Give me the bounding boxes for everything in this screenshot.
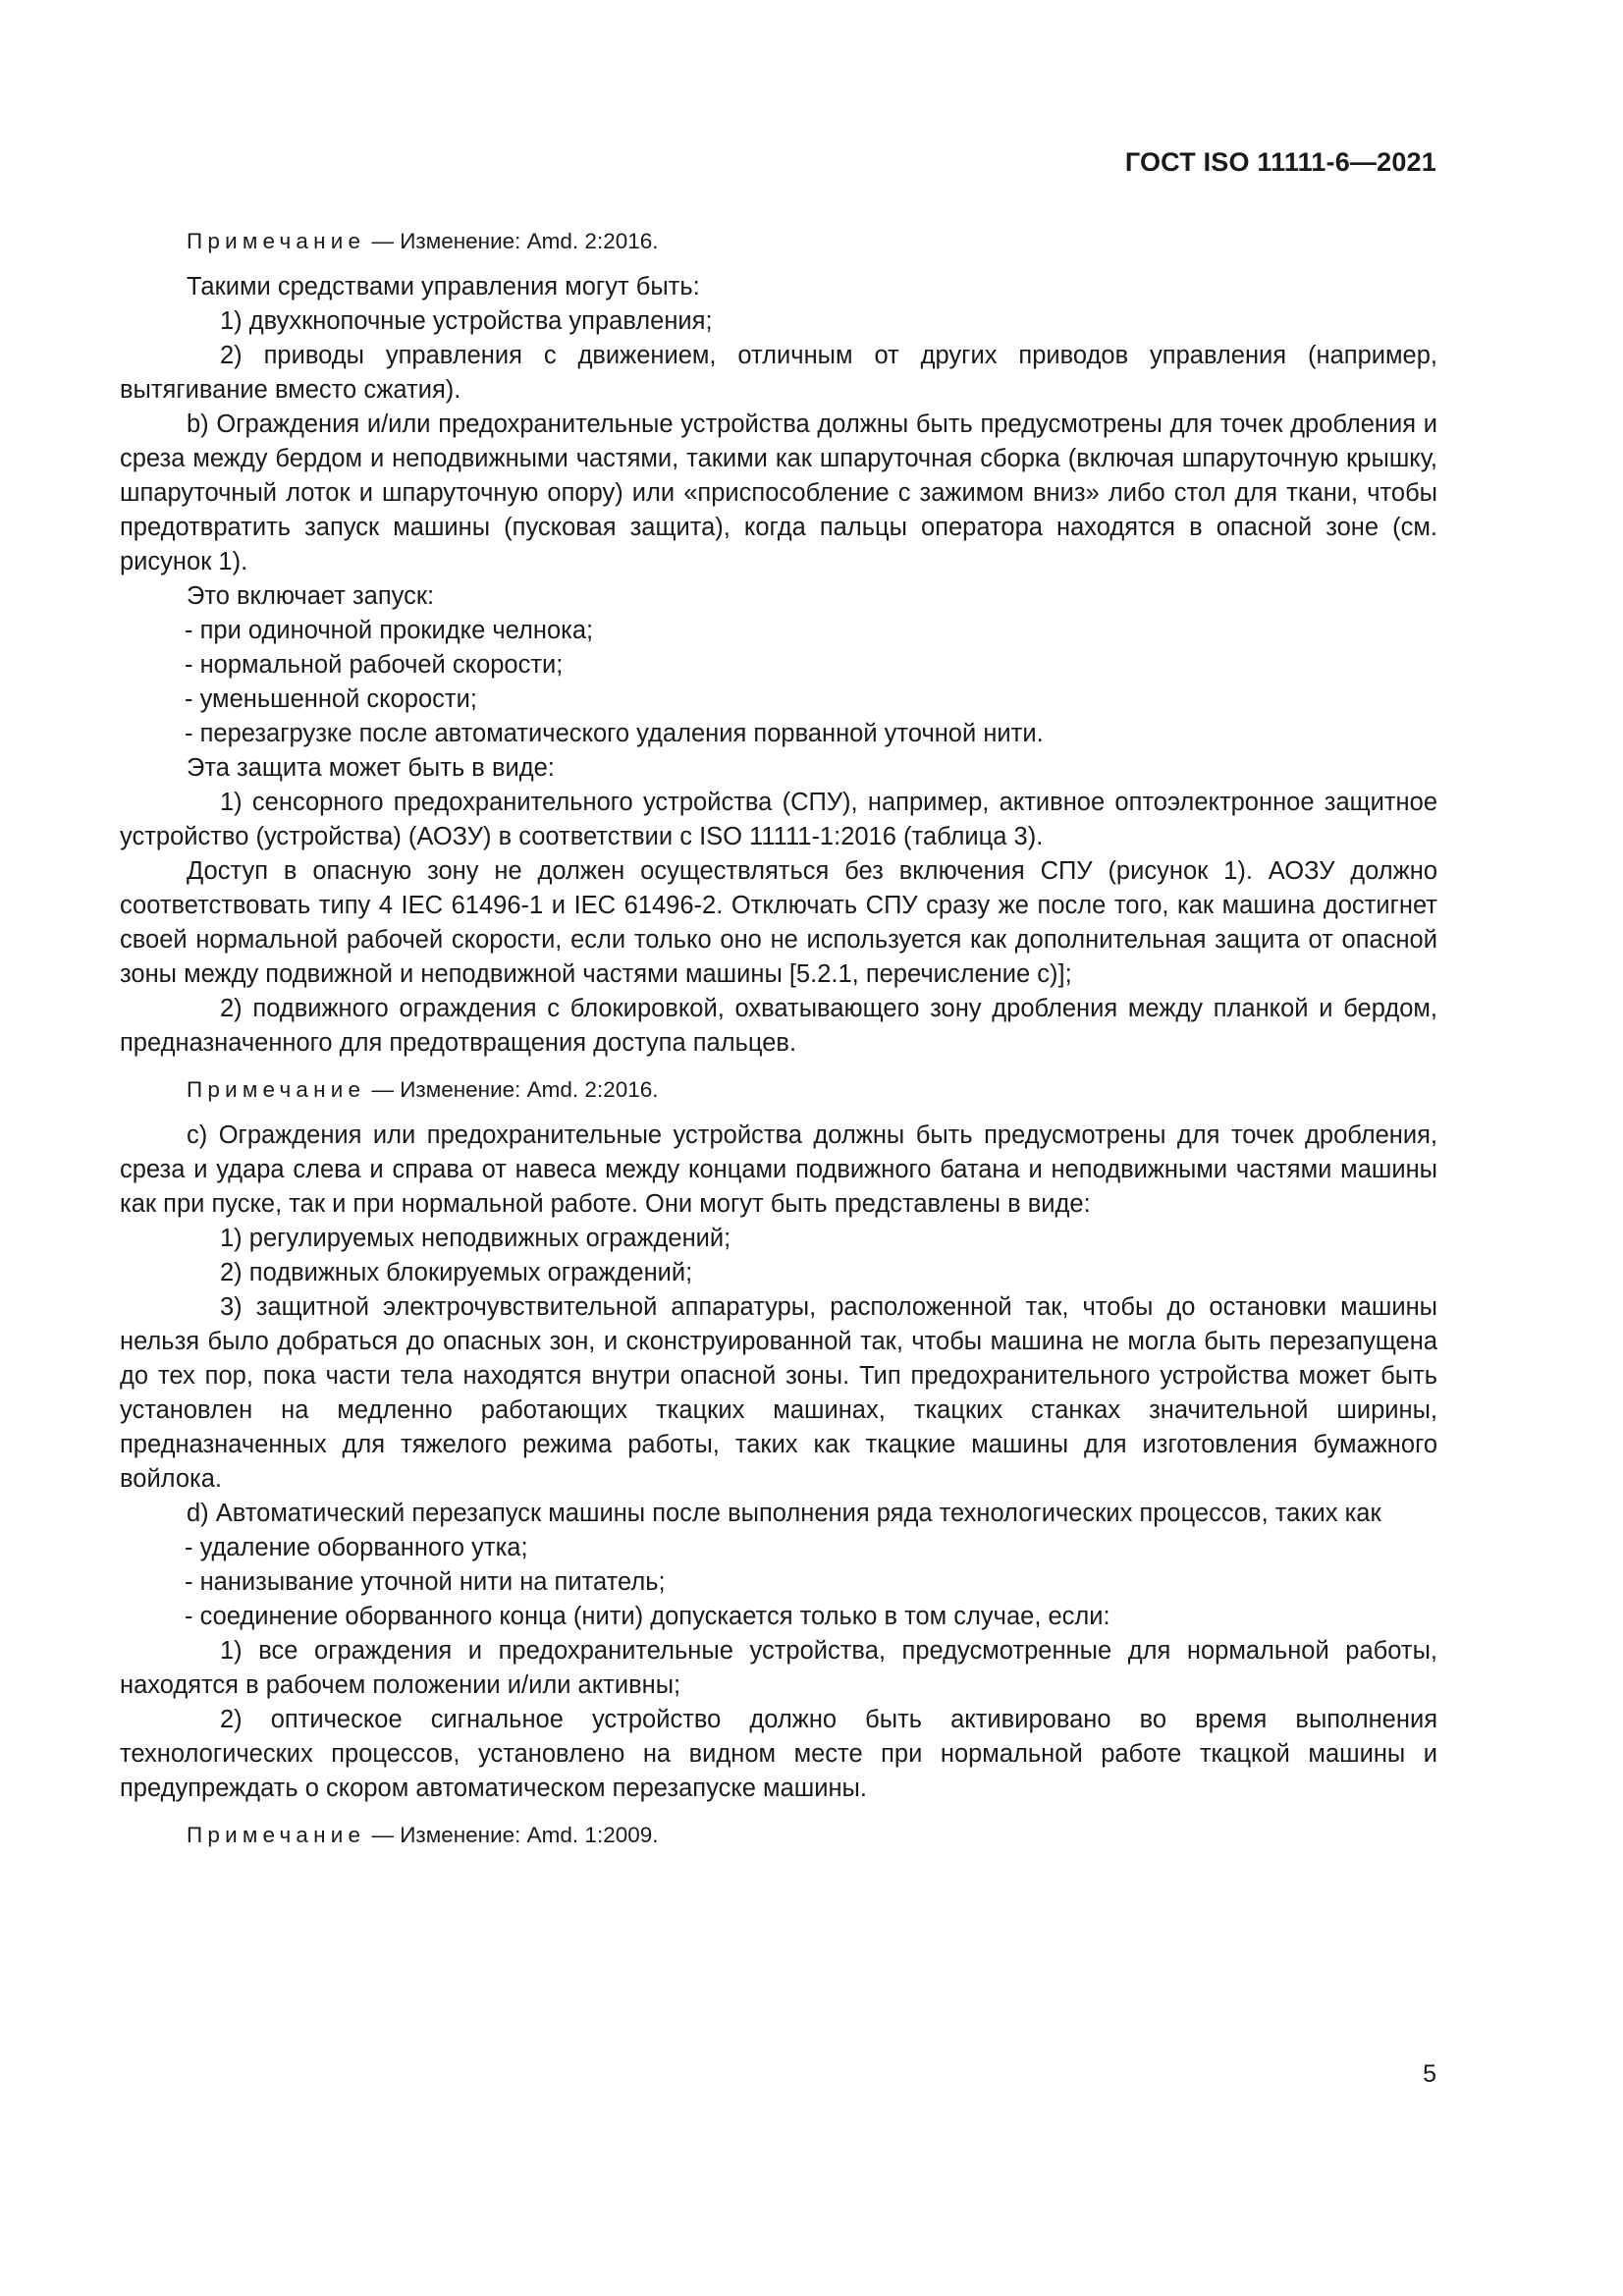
paragraph: Такими средствами управления могут быть:	[187, 273, 700, 301]
numbered-item: 1) все ограждения и предохранительные устройства, предусмотренные для нормальной работы, находятся в рабочем положении и/или активны;	[120, 1637, 1437, 1699]
list-item: - удаление оборванного утка;	[185, 1534, 528, 1561]
document-standard-code: ГОСТ ISO 11111-6—2021	[1124, 147, 1436, 177]
numbered-item: 2) оптическое сигнальное устройство должно быть активировано во время выполнения технологических процессов, установлено на видном месте при нормальной работе ткацкой машины и предупреждать о скором автоматическом перезапуске машины.	[120, 1706, 1437, 1802]
note-label: Примечание	[187, 229, 366, 253]
note-amd-2016-second	[120, 1072, 1437, 1107]
note-amd-2016-first	[120, 224, 1437, 258]
note-text: — Изменение: Amd. 1:2009.	[371, 1823, 659, 1847]
clause-c: c) Ограждения или предохранительные устройства должны быть предусмотрены для точек дробления, среза и удара слева и справа от навеса между концами подвижного батана и неподвижными частями машины как при пуске, так и при нормальной работе. Они могут быть представлены в виде:	[120, 1121, 1437, 1218]
note-label: Примечание	[187, 1077, 366, 1102]
numbered-item: 2) приводы управления с движением, отличным от других приводов управления (например, вытягивание вместо сжатия).	[120, 342, 1437, 404]
clause-d: d) Автоматический перезапуск машины после выполнения ряда технологических процессов, таких как	[187, 1500, 1381, 1527]
list-item: - нанизывание уточной нити на питатель;	[185, 1568, 666, 1596]
list-item: - перезагрузке после автоматического удаления порванной уточной нити.	[185, 720, 1044, 747]
paragraph: Это включает запуск:	[187, 582, 435, 610]
note-label: Примечание	[187, 1823, 366, 1847]
numbered-item: 1) сенсорного предохранительного устройства (СПУ), например, активное оптоэлектронное защитное устройство (устройства) (АОЗУ) в соответствии с ISO 11111-1:2016 (таблица 3).	[120, 789, 1437, 850]
note-text: — Изменение: Amd. 2:2016.	[371, 1077, 659, 1102]
list-item: - уменьшенной скорости;	[185, 685, 477, 713]
document-body	[120, 224, 1437, 1852]
numbered-item: 1) регулируемых неподвижных ограждений;	[220, 1225, 731, 1252]
list-item: - при одиночной прокидке челнока;	[185, 617, 594, 644]
numbered-item: 3) защитной электрочувствительной аппаратуры, расположенной так, чтобы до остановки машины нельзя было добраться до опасных зон, и сконструированной так, чтобы машина не могла быть перезапущена до тех пор, пока части тела находятся внутри опасной зоны. Тип предохранительного устройства может быть установлен на медленно работающих ткацких машинах, ткацких станках значительной ширины, предназначенных для тяжелого режима работы, таких как ткацкие машины для изготовления бумажного войлока.	[120, 1293, 1437, 1493]
paragraph: Эта защита может быть в виде:	[187, 754, 555, 782]
note-amd-2009	[120, 1818, 1437, 1852]
clause-b: b) Ограждения и/или предохранительные устройства должны быть предусмотрены для точек дробления и среза между бердом и неподвижными частями, такими как шпаруточная сборка (включая шпаруточную крышку, шпаруточный лоток и шпаруточную опору) или «приспособление с зажимом вниз» либо стол для ткани, чтобы предотвратить запуск машины (пусковая защита), когда пальцы оператора находятся в опасной зоне (см. рисунок 1).	[120, 410, 1437, 575]
note-text: — Изменение: Amd. 2:2016.	[371, 229, 659, 253]
list-item: - нормальной рабочей скорости;	[185, 651, 564, 679]
numbered-item: 2) подвижных блокируемых ограждений;	[220, 1259, 693, 1286]
numbered-item: 2) подвижного ограждения с блокировкой, охватывающего зону дробления между планкой и бердом, предназначенного для предотвращения доступа пальцев.	[120, 995, 1437, 1057]
page-number: 5	[1423, 2060, 1436, 2088]
numbered-item: 1) двухкнопочные устройства управления;	[220, 307, 713, 335]
list-item: - соединение оборванного конца (нити) допускается только в том случае, если:	[185, 1603, 1110, 1630]
paragraph: Доступ в опасную зону не должен осуществляться без включения СПУ (рисунок 1). АОЗУ должно соответствовать типу 4 IEC 61496-1 и IEC 61496-2. Отключать СПУ сразу же после того, как машина достигнет своей нормальной рабочей скорости, если только оно не используется как дополнительная защита от опасной зоны между подвижной и неподвижной частями машины [5.2.1, перечисление c)];	[120, 857, 1437, 988]
